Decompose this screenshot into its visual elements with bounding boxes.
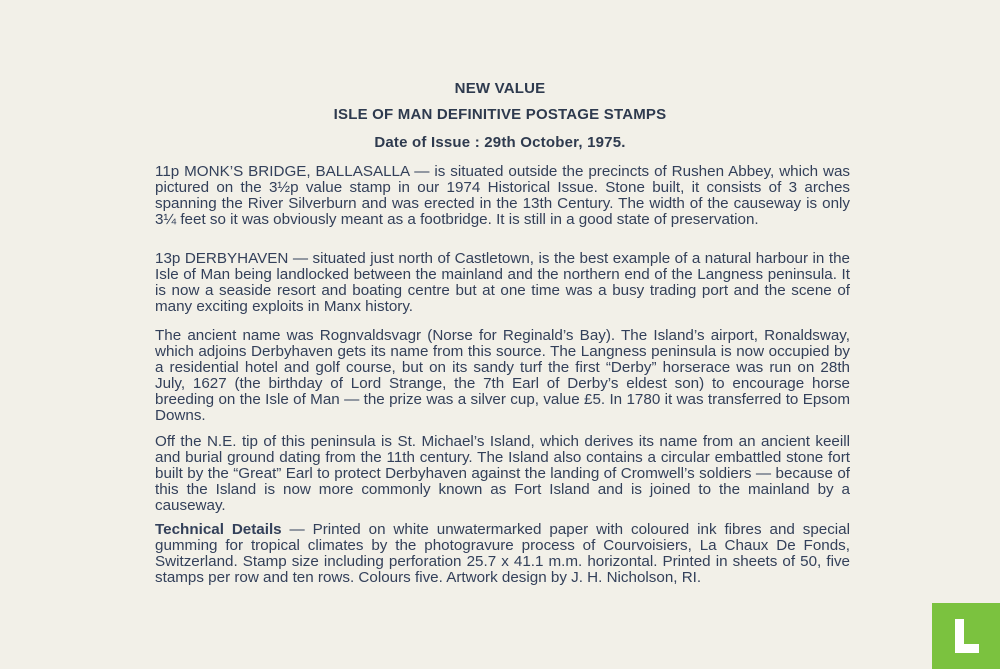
paragraph-st-michaels-island — [155, 434, 850, 514]
logo-mark — [951, 619, 981, 653]
paragraph-ancient-name — [155, 328, 850, 424]
paragraph-derbyhaven — [155, 251, 850, 315]
technical-details — [155, 522, 850, 586]
technical-text: — Printed on white unwatermarked paper with coloured ink fibres and special gumming for tropical climates by the photogravure process of Courvoisiers, La Chaux De Fonds, Switzerland. Stamp size including perforation 25.7 x 41.1 m.m. horizontal. Printed in sheets of 50, five stamps per row and ten rows. Colours five. Artwork design by J. H. Nicholson, RI. — [155, 521, 851, 586]
title-stamps: ISLE OF MAN DEFINITIVE POSTAGE STAMPS — [333, 106, 667, 123]
paragraph-text: The ancient name was Rognvaldsvagr (Norse for Reginald’s Bay). The Island’s airport, Ronaldsway, which adjoins Derbyhaven gets its name from this source. The Langness peninsula is now occupied by a residential hotel and golf course, but on its sandy turf the first “Derby” horserace was run on 28th July, 1627 (the birthday of Lord Strange, the 7th Earl of Derby’s eldest son) to encourage horse breeding on the Isle of Man — the prize was a silver cup, value £5. In 1780 it was transferred to Epsom Downs. — [155, 327, 850, 424]
paragraph-technical-details — [155, 522, 850, 586]
paragraph-monks-bridge — [155, 164, 850, 228]
date-of-issue: Date of Issue : 29th October, 1975. — [374, 134, 626, 151]
technical-label: Technical Details — [155, 521, 282, 538]
title-new-value: NEW VALUE — [454, 80, 546, 97]
paragraph-text: 11p MONK’S BRIDGE, BALLASALLA — is situated outside the precincts of Rushen Abbey, which was pictured on the 3½p value stamp in our 1974 Historical Issue. Stone built, it consists of 3 arches spanning the River Silverburn and was erected in the 13th Century. The width of the causeway is only 3¼ feet so it was obviously meant as a footbridge. It is still in a good state of preservation. — [155, 163, 850, 228]
paragraph-text: Off the N.E. tip of this peninsula is St. Michael’s Island, which derives its name from an ancient keeill and burial ground dating from the 11th century. The Island also contains a circular embattled stone fort built by the “Great” Earl to protect Derbyhaven against the landing of Cromwell’s soldiers — because of this the Island is now more commonly known as Fort Island and is joined to the mainland by a causeway. — [155, 433, 850, 514]
paragraph-text: 13p DERBYHAVEN — situated just north of Castletown, is the best example of a natural harbour in the Isle of Man being landlocked between the mainland and the northern end of the Langness peninsula. It is now a seaside resort and boating centre but at one time was a busy trading port and the scene of many exciting exploits in Manx history. — [155, 250, 850, 315]
watermark-logo-icon — [932, 603, 1000, 669]
